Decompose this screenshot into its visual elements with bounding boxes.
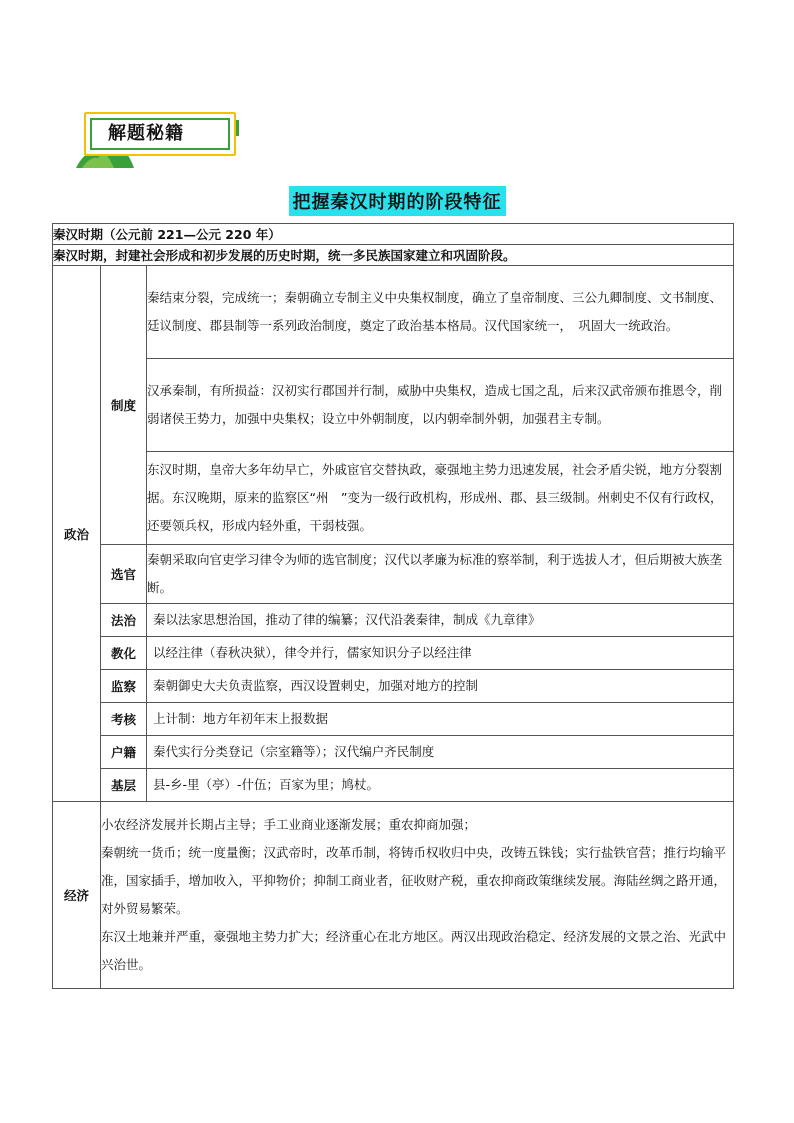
badge-tick bbox=[236, 120, 239, 136]
row-label-selection: 选官 bbox=[101, 545, 147, 604]
table-row bbox=[53, 769, 734, 802]
system-label: 制度 bbox=[101, 266, 147, 545]
badge-label: 解题秘籍 bbox=[108, 123, 184, 144]
table-row bbox=[53, 545, 734, 604]
row-label-grassroots: 基层 bbox=[101, 769, 147, 802]
row-text-registry: 秦代实行分类登记（宗室籍等）；汉代编户齐民制度 bbox=[147, 736, 734, 769]
section-badge bbox=[76, 110, 248, 166]
economy-label: 经济 bbox=[53, 802, 101, 989]
table-row bbox=[53, 245, 734, 266]
row-label-education: 教化 bbox=[101, 637, 147, 670]
table-row bbox=[53, 637, 734, 670]
table-row bbox=[53, 736, 734, 769]
economy-line: 东汉土地兼并严重，豪强地主势力扩大；经济重心在北方地区。两汉出现政治稳定、经济发展的文景之治、光武中兴治世。 bbox=[101, 929, 727, 972]
page-title: 把握秦汉时期的阶段特征 bbox=[289, 186, 506, 216]
row-label-assessment: 考核 bbox=[101, 703, 147, 736]
row-text-selection: 秦朝采取向官吏学习律令为师的选官制度；汉代以孝廉为标准的察举制，利于选拔人才，但后期被大族垄断。 bbox=[147, 545, 734, 604]
economy-line: 秦朝统一货币；统一度量衡；汉武帝时，改革币制，将铸币权收归中央，改铸五铢钱；实行盐铁官营；推行均输平准，国家插手，增加收入，平抑物价；抑制工商业者，征收财产税，重农抑商政策继续发展。海陆丝绸之路开通，对外贸易繁荣。 bbox=[101, 845, 727, 916]
table-row bbox=[53, 670, 734, 703]
row-text-supervision: 秦朝御史大夫负责监察，西汉设置刺史，加强对地方的控制 bbox=[147, 670, 734, 703]
economy-line: 小农经济发展并长期占主导；手工业商业逐渐发展；重农抑商加强； bbox=[101, 817, 477, 832]
summary-table bbox=[52, 223, 734, 989]
row-text-law: 秦以法家思想治国，推动了律的编纂；汉代沿袭秦律，制成《九章律》 bbox=[147, 604, 734, 637]
row-text-grassroots: 县-乡-里（亭）-什伍；百家为里；鸠杖。 bbox=[147, 769, 734, 802]
politics-label: 政治 bbox=[53, 266, 101, 802]
summary-cell: 秦汉时期，封建社会形成和初步发展的历史时期，统一多民族国家建立和巩固阶段。 bbox=[53, 245, 734, 266]
system-cell-west-han: 汉承秦制，有所损益：汉初实行郡国并行制，威胁中央集权，造成七国之乱，后来汉武帝颁布推恩令，削弱诸侯王势力，加强中央集权；设立中外朝制度，以内朝牵制外朝，加强君主专制。 bbox=[147, 359, 734, 452]
table-row bbox=[53, 802, 734, 989]
table-row bbox=[53, 604, 734, 637]
system-cell-qin: 秦结束分裂，完成统一；秦朝确立专制主义中央集权制度，确立了皇帝制度、三公九卿制度、文书制度、廷议制度、郡县制等一系列政治制度，奠定了政治基本格局。汉代国家统一， 巩固大一统政治。 bbox=[147, 266, 734, 359]
page-title-wrap bbox=[0, 186, 794, 216]
economy-cell bbox=[101, 802, 734, 989]
period-cell: 秦汉时期（公元前 221—公元 220 年） bbox=[53, 224, 734, 245]
row-text-assessment: 上计制：地方年初年末上报数据 bbox=[147, 703, 734, 736]
table-row bbox=[53, 266, 734, 359]
row-label-supervision: 监察 bbox=[101, 670, 147, 703]
table-row bbox=[53, 224, 734, 245]
row-label-registry: 户籍 bbox=[101, 736, 147, 769]
row-text-education: 以经注律（春秋决狱），律令并行，儒家知识分子以经注律 bbox=[147, 637, 734, 670]
table-row bbox=[53, 703, 734, 736]
table-row bbox=[53, 452, 734, 545]
row-label-law: 法治 bbox=[101, 604, 147, 637]
system-cell-east-han: 东汉时期，皇帝大多年幼早亡，外戚宦官交替执政，豪强地主势力迅速发展，社会矛盾尖锐，地方分裂割据。东汉晚期，原来的监察区“州 ”变为一级行政机构，形成州、郡、县三级制。州刺史不仅有行政权，还要领兵权，形成内轻外重，干弱枝强。 bbox=[147, 452, 734, 545]
table-row bbox=[53, 359, 734, 452]
